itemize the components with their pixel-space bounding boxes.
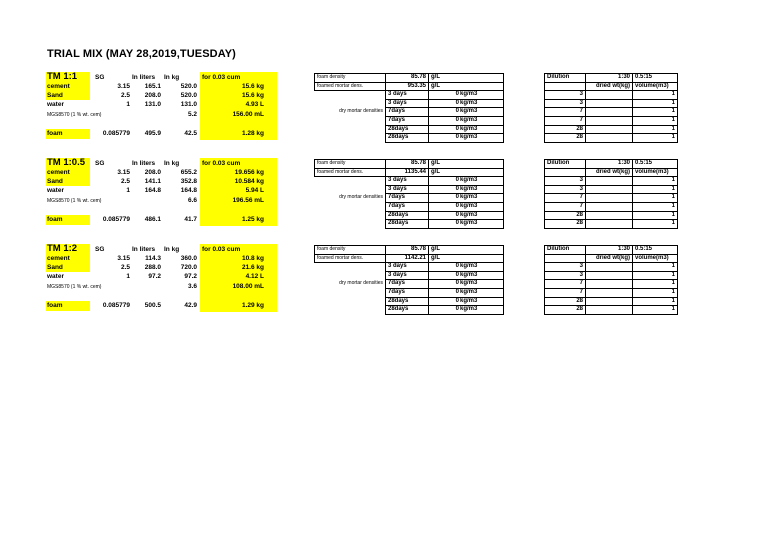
sand-liters: 288.0 [144,264,161,271]
mortar-density-value: 953.35 [386,82,429,91]
sand-batch: 21.6 kg [241,264,264,271]
header-liters: In liters [132,74,156,81]
dry-density-value: 0 [455,91,459,98]
dry-density-row [315,271,509,280]
curing-days: 7 [545,280,586,289]
curing-days: 28 [545,134,586,143]
water-label: water [47,187,64,194]
dry-density-unit: kg/m3 [460,194,478,201]
header-liters: In liters [132,246,156,253]
dry-density-unit: kg/m3 [460,125,478,132]
cement-label: cement [47,169,70,176]
dry-density-value: 0 [455,306,459,313]
foam-kg: 41.7 [184,216,197,223]
dried-wt-cell [586,280,633,289]
cement-label: cement [47,255,70,262]
volume-header: volume(m3) [633,254,678,263]
dilution-row [545,306,678,315]
volume-cell: 1 [633,125,678,134]
foam-kg: 42.5 [184,130,197,137]
dry-density-value: 0 [455,288,459,295]
dry-density-unit: kg/m3 [460,288,478,295]
dry-density-unit: kg/m3 [460,108,478,115]
volume-cell: 1 [633,297,678,306]
dilution-row [545,288,678,297]
sand-batch: 15.6 kg [241,92,264,99]
dry-density-unit: kg/m3 [460,271,478,278]
age-label: 28days [386,125,429,134]
curing-days: 7 [545,202,586,211]
curing-days: 7 [545,288,586,297]
trial-mix-block [0,0,768,141]
foam-density-label: foam density [315,246,386,255]
dilution-row [545,271,678,280]
dry-density-unit: kg/m3 [460,263,478,270]
curing-days: 3 [545,91,586,100]
dry-density-row [315,288,509,297]
foam-label: foam [47,130,63,137]
foam-batch: 1.29 kg [241,302,264,309]
curing-days: 7 [545,116,586,125]
water-kg: 164.8 [180,187,197,194]
sand-label: Sand [47,178,63,185]
volume-header: volume(m3) [633,82,678,91]
sand-liters: 208.0 [144,92,161,99]
foam-density-label: foam density [315,74,386,83]
cement-liters: 165.1 [144,83,161,90]
dry-density-row [315,263,509,272]
curing-days: 3 [545,99,586,108]
mortar-density-label: foamed mortar dens. [315,254,386,263]
sand-sg: 2.5 [120,264,130,271]
foam-density-value: 85.78 [386,74,429,83]
dilution-ratio-2: 0.5:15 [633,246,678,255]
age-label: 28days [386,306,429,315]
water-liters: 164.8 [144,187,161,194]
admix-batch: 108.00 mL [232,283,264,290]
age-label: 28days [386,297,429,306]
dry-density-value: 0 [455,211,459,218]
age-label: 7days [386,116,429,125]
sand-label: Sand [47,92,63,99]
dilution-ratio: 1:30 [586,160,633,169]
dry-density-value: 0 [455,220,459,227]
foam-liters: 500.5 [144,302,161,309]
dry-density-unit: kg/m3 [460,297,478,304]
header-batch: for 0.03 cum [202,74,241,81]
age-label: 3 days [386,99,429,108]
foam-label: foam [47,216,63,223]
water-label: water [47,101,64,108]
dry-density-unit: kg/m3 [460,185,478,192]
sheet-title: TRIAL MIX (MAY 28,2019,TUESDAY) [47,48,236,60]
dried-wt-cell [586,288,633,297]
dry-density-row [315,306,509,315]
admix-label: MGS8570 (1 % wt. cem) [47,112,102,118]
age-label: 28days [386,211,429,220]
volume-cell: 1 [633,202,678,211]
foam-batch: 1.28 kg [241,130,264,137]
dried-wt-header: dried wt(kg) [586,254,633,263]
dried-wt-header: dried wt(kg) [586,82,633,91]
curing-days: 28 [545,220,586,229]
header-sg: SG [95,246,105,253]
water-sg: 1 [126,187,130,194]
mortar-density-unit: g/L [429,254,504,263]
sand-sg: 2.5 [120,92,130,99]
volume-header: volume(m3) [633,168,678,177]
water-label: water [47,273,64,280]
sand-kg: 520.0 [180,92,197,99]
mortar-density-value: 1135.44 [386,168,429,177]
water-kg: 131.0 [180,101,197,108]
sand-liters: 141.1 [144,178,161,185]
volume-cell: 1 [633,211,678,220]
dried-wt-cell [586,306,633,315]
cement-sg: 3.15 [117,255,130,262]
dry-density-value: 0 [455,99,459,106]
dry-density-unit: kg/m3 [460,134,478,141]
foam-sg: 0.085779 [102,302,130,309]
foam-density-label: foam density [315,160,386,169]
foam-density-value: 85.78 [386,246,429,255]
mortar-density-label: foamed mortar dens. [315,82,386,91]
age-label: 3 days [386,91,429,100]
dry-density-value: 0 [455,297,459,304]
foam-sg: 0.085779 [102,130,130,137]
water-kg: 97.2 [184,273,197,280]
admix-kg: 3.6 [187,283,197,290]
sand-batch: 10.584 kg [234,178,264,185]
foam-kg: 42.9 [184,302,197,309]
dry-density-value: 0 [455,194,459,201]
age-label: 3 days [386,271,429,280]
dilution-label: Dilution [545,160,586,169]
water-sg: 1 [126,273,130,280]
volume-cell: 1 [633,134,678,143]
dried-wt-cell [586,263,633,272]
header-kg: In kg [164,160,180,167]
volume-cell: 1 [633,116,678,125]
sand-label: Sand [47,264,63,271]
foam-liters: 486.1 [144,216,161,223]
curing-days: 7 [545,194,586,203]
dilution-ratio: 1:30 [586,246,633,255]
foam-density-unit: g/L [429,246,504,255]
age-label: 7days [386,288,429,297]
foam-batch: 1.25 kg [241,216,264,223]
mortar-density-label: foamed mortar dens. [315,168,386,177]
dried-wt-cell [586,271,633,280]
cement-batch: 19.656 kg [234,169,264,176]
age-label: 7days [386,108,429,117]
admix-batch: 196.56 mL [232,197,264,204]
header-liters: In liters [132,160,156,167]
dry-density-value: 0 [455,280,459,287]
sand-sg: 2.5 [120,178,130,185]
header-batch: for 0.03 cum [202,246,241,253]
volume-cell: 1 [633,271,678,280]
dry-density-value: 0 [455,125,459,132]
cement-kg: 520.0 [180,83,197,90]
foam-density-unit: g/L [429,160,504,169]
volume-cell: 1 [633,108,678,117]
age-label: 7days [386,280,429,289]
sand-kg: 352.8 [180,178,197,185]
cement-label: cement [47,83,70,90]
dilution-label: Dilution [545,246,586,255]
foam-label: foam [47,302,63,309]
dry-density-unit: kg/m3 [460,202,478,209]
header-sg: SG [95,160,105,167]
header-batch: for 0.03 cum [202,160,241,167]
dried-wt-cell [586,297,633,306]
age-label: 7days [386,202,429,211]
age-label: 7days [386,194,429,203]
header-kg: In kg [164,74,180,81]
dilution-label: Dilution [545,74,586,83]
dry-mortar-label: dry mortar densities [315,194,386,203]
mortar-density-value: 1142.21 [386,254,429,263]
water-liters: 97.2 [148,273,161,280]
curing-days: 3 [545,177,586,186]
mix-name: TM 1:0.5 [47,157,86,168]
dry-density-row [315,297,509,306]
dry-mortar-label: dry mortar densities [315,280,386,289]
dilution-row [545,280,678,289]
dilution-blank [545,254,586,263]
age-label: 28days [386,134,429,143]
foam-density-value: 85.78 [386,160,429,169]
sand-kg: 720.0 [180,264,197,271]
water-batch: 4.93 L [245,101,264,108]
header-kg: In kg [164,246,180,253]
dry-density-value: 0 [455,185,459,192]
dilution-row [545,297,678,306]
volume-cell: 1 [633,288,678,297]
curing-days: 28 [545,297,586,306]
volume-cell: 1 [633,220,678,229]
dried-wt-header: dried wt(kg) [586,168,633,177]
admix-batch: 156.00 mL [232,111,264,118]
dilution-table [544,245,678,315]
dry-density-value: 0 [455,108,459,115]
cement-sg: 3.15 [117,83,130,90]
volume-cell: 1 [633,280,678,289]
curing-days: 3 [545,263,586,272]
volume-cell: 1 [633,185,678,194]
dry-density-unit: kg/m3 [460,91,478,98]
water-batch: 5.94 L [245,187,264,194]
mix-name: TM 1:1 [47,71,78,82]
foam-density-unit: g/L [429,74,504,83]
cement-batch: 10.8 kg [241,255,264,262]
dry-density-value: 0 [455,202,459,209]
foam-sg: 0.085779 [102,216,130,223]
admix-kg: 6.6 [187,197,197,204]
age-label: 3 days [386,185,429,194]
water-liters: 131.0 [144,101,161,108]
mortar-density-unit: g/L [429,168,504,177]
cement-kg: 655.2 [180,169,197,176]
dry-density-value: 0 [455,116,459,123]
dry-density-unit: kg/m3 [460,220,478,227]
cement-sg: 3.15 [117,169,130,176]
age-label: 3 days [386,263,429,272]
volume-cell: 1 [633,306,678,315]
curing-days: 3 [545,185,586,194]
curing-days: 28 [545,211,586,220]
volume-cell: 1 [633,99,678,108]
volume-cell: 1 [633,91,678,100]
header-sg: SG [95,74,105,81]
trial-mix-block [0,86,768,227]
volume-cell: 1 [633,194,678,203]
admix-kg: 5.2 [187,111,197,118]
admix-label: MGS8570 (1 % wt. cem) [47,284,102,290]
mix-name: TM 1:2 [47,243,78,254]
cement-liters: 114.3 [145,255,161,262]
dry-density-unit: kg/m3 [460,177,478,184]
dry-density-value: 0 [455,134,459,141]
dry-density-unit: kg/m3 [460,211,478,218]
age-label: 3 days [386,177,429,186]
cement-kg: 360.0 [180,255,197,262]
dilution-ratio: 1:30 [586,74,633,83]
volume-cell: 1 [633,177,678,186]
cement-batch: 15.6 kg [241,83,264,90]
dilution-ratio-2: 0.5:15 [633,160,678,169]
curing-days: 7 [545,108,586,117]
dry-density-value: 0 [455,271,459,278]
mortar-density-unit: g/L [429,82,504,91]
dilution-ratio-2: 0.5:15 [633,74,678,83]
curing-days: 28 [545,125,586,134]
age-label: 28days [386,220,429,229]
dry-mortar-label: dry mortar densities [315,108,386,117]
dilution-row [545,263,678,272]
water-batch: 4.12 L [245,273,264,280]
curing-days: 3 [545,271,586,280]
dry-density-unit: kg/m3 [460,116,478,123]
trial-mix-block [0,172,768,313]
dry-density-unit: kg/m3 [460,280,478,287]
dry-density-unit: kg/m3 [460,99,478,106]
curing-days: 28 [545,306,586,315]
dry-density-unit: kg/m3 [460,306,478,313]
water-sg: 1 [126,101,130,108]
admix-label: MGS8570 (1 % wt. cem) [47,198,102,204]
foam-liters: 495.9 [144,130,161,137]
cement-liters: 208.0 [144,169,161,176]
dry-density-value: 0 [455,263,459,270]
density-table [314,245,509,315]
dry-density-value: 0 [455,177,459,184]
dry-density-row [315,280,509,289]
volume-cell: 1 [633,263,678,272]
